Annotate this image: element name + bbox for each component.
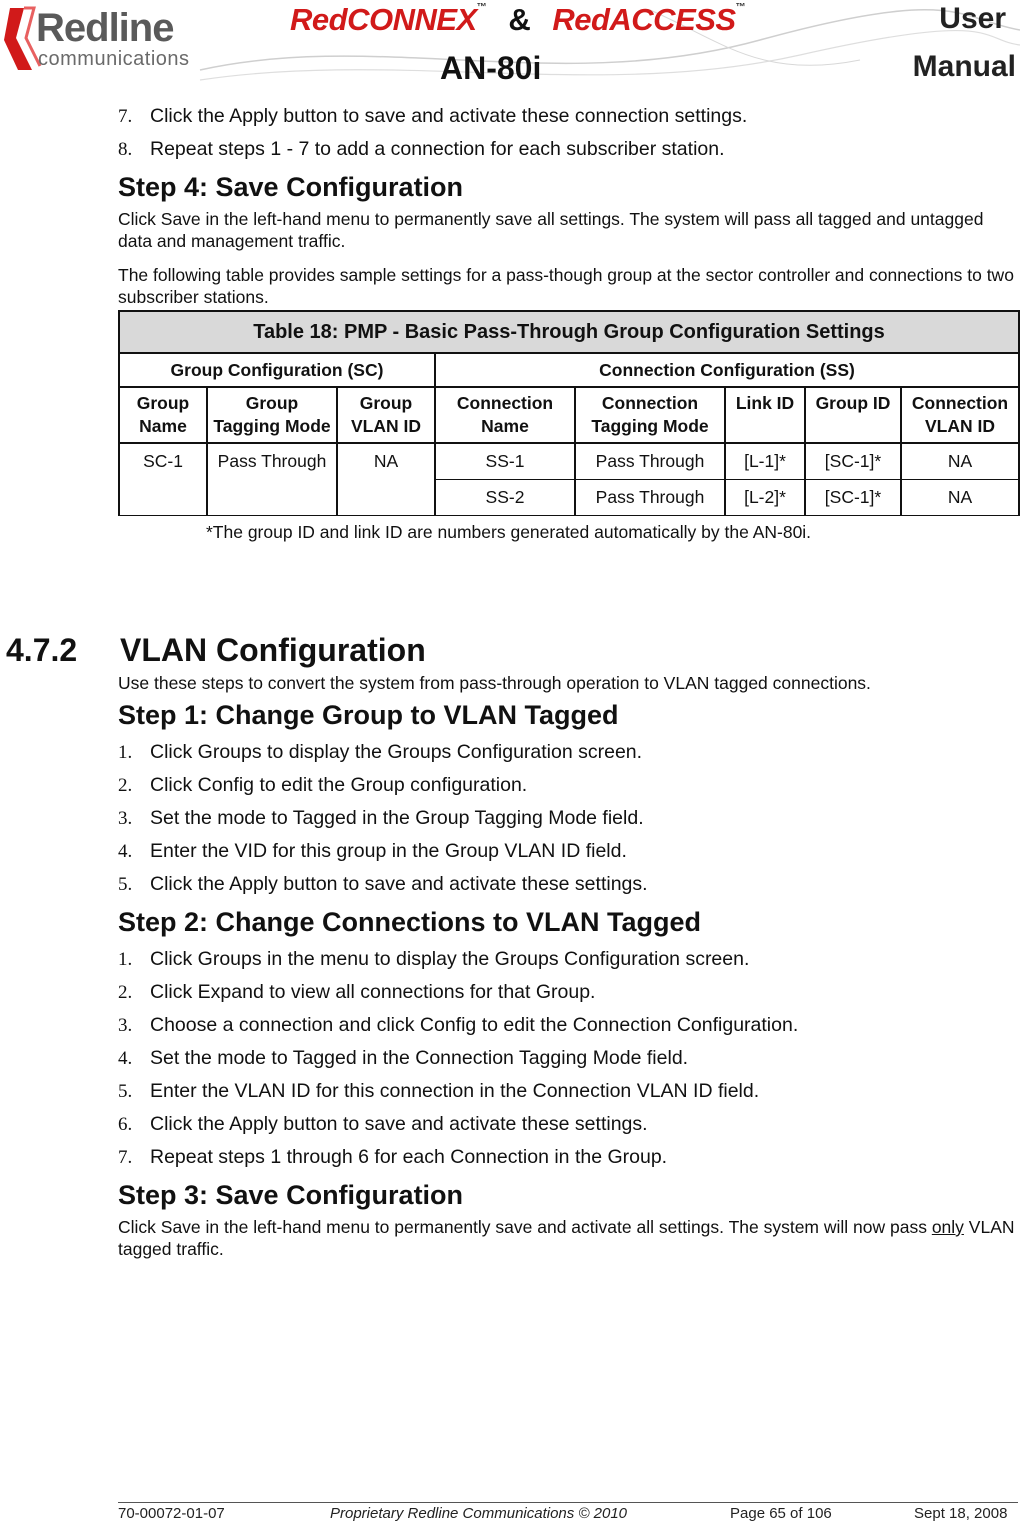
list-item [118, 943, 1018, 976]
list-item [118, 1009, 1018, 1042]
list-item [118, 1075, 1018, 1108]
step4-paragraph: Click Save in the left-hand menu to permanently save all settings. The system will pass all tagged and untagged data and management traffic. [118, 209, 984, 251]
cell-connection-name: SS-1 [435, 443, 575, 480]
list-number: 1. [118, 949, 133, 970]
doc-type-manual: Manual [912, 50, 1016, 83]
table-row [119, 443, 1019, 480]
table-footnote: *The group ID and link ID are numbers generated automatically by the AN-80i. [206, 522, 812, 542]
table-group-sc: Group Configuration (SC) [119, 353, 435, 387]
logo-subtitle: communications [38, 48, 190, 70]
vstep1-heading: Step 1: Change Group to VLAN Tagged [118, 700, 619, 730]
list-number: 3. [118, 808, 133, 829]
logo-wordmark: Redline [36, 6, 174, 50]
cell-connection-name: SS-2 [435, 480, 575, 516]
list-item [118, 133, 1018, 166]
list-number: 5. [118, 874, 133, 895]
list-number: 4. [118, 841, 133, 862]
list-text: Enter the VLAN ID for this connection in the Connection VLAN ID field. [150, 1080, 760, 1102]
list-text: Repeat steps 1 through 6 for each Connection in the Group. [150, 1146, 668, 1168]
list-item [118, 868, 1018, 901]
list-item [118, 769, 1018, 802]
redline-logo [2, 4, 202, 74]
table-intro-paragraph: The following table provides sample settings for a pass-though group at the sector controller and connections to two subscriber stations. [118, 265, 1014, 307]
paragraph-emphasis: only [931, 1217, 964, 1237]
list-number: 5. [118, 1081, 133, 1102]
list-text: Repeat steps 1 - 7 to add a connection for each subscriber station. [150, 138, 725, 160]
cell-group-vlan: NA [337, 443, 435, 516]
cell-group-id: [SC-1]* [805, 480, 901, 516]
list-number: 2. [118, 982, 133, 1003]
page-header [0, 0, 1020, 96]
list-item [118, 100, 1018, 133]
col-header-connection-tagging-mode: Connection Tagging Mode [575, 387, 725, 443]
paragraph-text: VLAN tagged traffic. [118, 1217, 1015, 1259]
product-name: AN-80i [440, 50, 542, 86]
trademark-mark: ™ [735, 2, 746, 13]
doc-type-user: User [939, 2, 1006, 35]
list-text: Choose a connection and click Config to edit the Connection Configuration. [150, 1014, 799, 1036]
list-number: 4. [118, 1048, 133, 1069]
vstep2-heading: Step 2: Change Connections to VLAN Tagged [118, 907, 702, 937]
list-number: 6. [118, 1114, 133, 1135]
vstep3-paragraph [118, 1216, 1018, 1260]
list-text: Set the mode to Tagged in the Connection Tagging Mode field. [150, 1047, 689, 1069]
footer-rule [118, 1502, 1018, 1503]
col-header-connection-name: Connection Name [435, 387, 575, 443]
col-header-group-vlan-id: Group VLAN ID [337, 387, 435, 443]
table-group-ss: Connection Configuration (SS) [435, 353, 1019, 387]
col-header-group-name: Group Name [119, 387, 207, 443]
step4-heading: Step 4: Save Configuration [118, 172, 464, 202]
list-item [118, 1042, 1018, 1075]
cell-connection-mode: Pass Through [575, 443, 725, 480]
table-caption: Table 18: PMP - Basic Pass-Through Group Configuration Settings [119, 311, 1019, 353]
list-text: Click the Apply button to save and activate these settings. [150, 1113, 648, 1135]
brand-title [290, 2, 745, 38]
cell-group-name: SC-1 [119, 443, 207, 516]
brand-redconnex: RedCONNEX [290, 2, 477, 37]
cell-group-tagging: Pass Through [207, 443, 337, 516]
config-table [118, 310, 1020, 516]
list-number: 7. [118, 1147, 133, 1168]
list-number: 7. [118, 106, 133, 127]
footer-page-number: Page 65 of 106 [730, 1505, 832, 1522]
list-text: Click the Apply button to save and activate these settings. [150, 873, 648, 895]
list-text: Click Groups to display the Groups Configuration screen. [150, 741, 643, 763]
list-text: Enter the VID for this group in the Group VLAN ID field. [150, 840, 627, 862]
list-item [118, 736, 1018, 769]
list-number: 3. [118, 1015, 133, 1036]
cell-connection-vlan: NA [901, 443, 1019, 480]
trademark-mark: ™ [476, 2, 487, 13]
list-item [118, 1108, 1018, 1141]
brand-redaccess: RedACCESS [552, 2, 736, 37]
paragraph-text: Click Save in the left-hand menu to permanently save and activate all settings. The system will now pass [118, 1217, 932, 1237]
list-item [118, 976, 1018, 1009]
col-header-link-id: Link ID [725, 387, 805, 443]
list-text: Set the mode to Tagged in the Group Tagging Mode field. [150, 807, 644, 829]
list-item [118, 1141, 1018, 1174]
page-content [118, 100, 1018, 543]
cell-connection-vlan: NA [901, 480, 1019, 516]
section-number: 4.7.2 [6, 632, 78, 668]
brand-ampersand: & [508, 2, 531, 37]
section-intro: Use these steps to convert the system from pass-through operation to VLAN tagged connections. [118, 673, 871, 693]
list-number: 8. [118, 139, 133, 160]
vlan-content [118, 672, 1018, 1272]
list-number: 1. [118, 742, 133, 763]
footer-doc-id: 70-00072-01-07 [118, 1505, 225, 1522]
list-number: 2. [118, 775, 133, 796]
list-text: Click the Apply button to save and activate these connection settings. [150, 105, 748, 127]
list-item [118, 802, 1018, 835]
section-title: VLAN Configuration [120, 632, 426, 668]
cell-group-id: [SC-1]* [805, 443, 901, 480]
col-header-group-id: Group ID [805, 387, 901, 443]
col-header-connection-vlan-id: Connection VLAN ID [901, 387, 1019, 443]
col-header-group-tagging-mode: Group Tagging Mode [207, 387, 337, 443]
footer-date: Sept 18, 2008 [914, 1505, 1008, 1522]
list-item [118, 835, 1018, 868]
list-text: Click Groups in the menu to display the Groups Configuration screen. [150, 948, 750, 970]
cell-link-id: [L-2]* [725, 480, 805, 516]
list-text: Click Config to edit the Group configuration. [150, 774, 528, 796]
section-heading [6, 632, 426, 669]
list-text: Click Expand to view all connections for that Group. [150, 981, 596, 1003]
cell-connection-mode: Pass Through [575, 480, 725, 516]
cell-link-id: [L-1]* [725, 443, 805, 480]
footer-copyright: Proprietary Redline Communications © 2010 [330, 1505, 628, 1522]
vstep3-heading: Step 3: Save Configuration [118, 1180, 464, 1210]
